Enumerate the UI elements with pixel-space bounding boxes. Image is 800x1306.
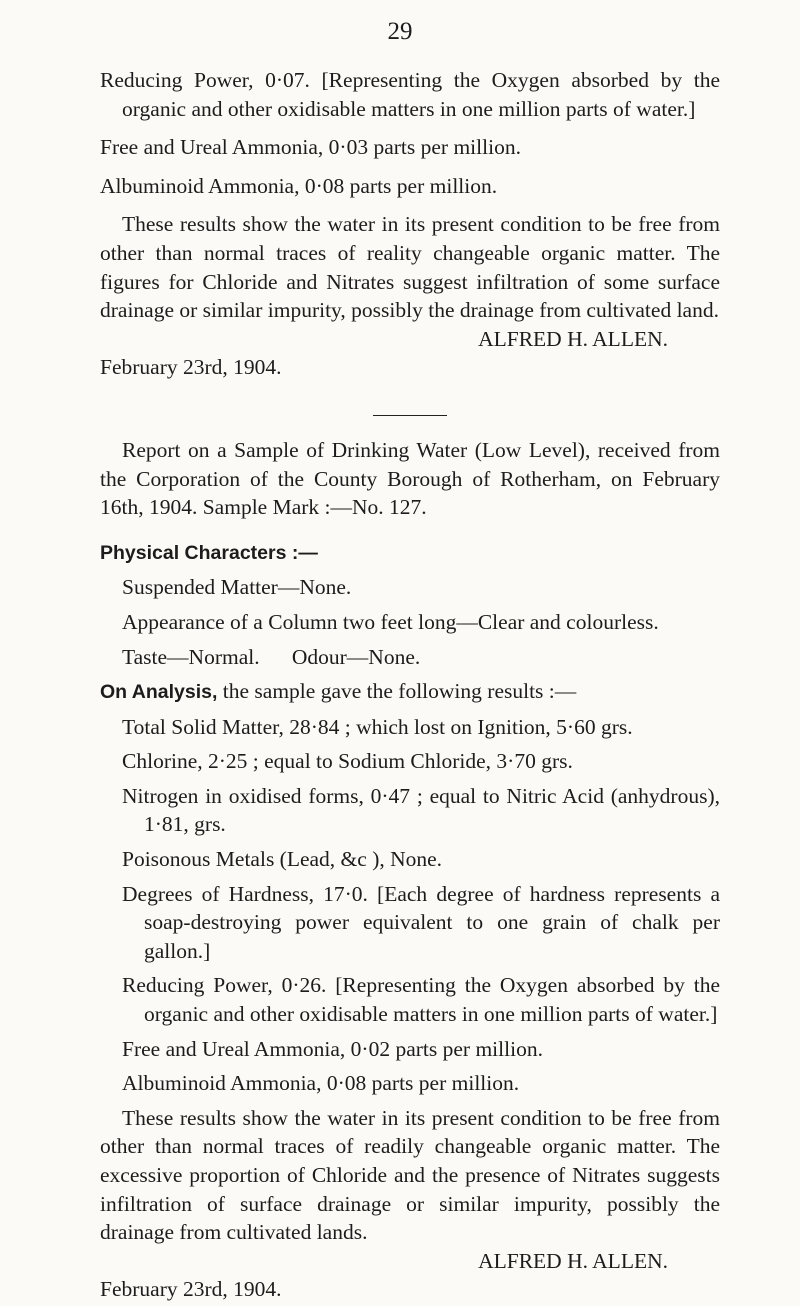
- analysis-heading: [100, 677, 720, 707]
- report-intro: Report on a Sample of Drinking Water (Low Level), received from the Corporation of the County Borough of Rotherham, on February 16th, 1904. Sample Mark :—No. 127.: [100, 437, 720, 520]
- first-date: February 23rd, 1904.: [100, 355, 282, 380]
- taste-odour-line: Taste—Normal. Odour—None.: [122, 644, 421, 669]
- first-signature: ALFRED H. ALLEN.: [478, 326, 668, 351]
- total-solid-line: Total Solid Matter, 28·84 ; which lost on Ignition, 5·60 grs.: [122, 714, 633, 739]
- physical-characters-label: Physical Characters :—: [100, 541, 318, 564]
- second-signature: ALFRED H. ALLEN.: [478, 1248, 668, 1273]
- free-ammonia-line-2: Free and Ureal Ammonia, 0·02 parts per million.: [122, 1036, 543, 1061]
- second-date: February 23rd, 1904.: [100, 1277, 282, 1302]
- reducing-power-line: Reducing Power, 0·07. [Representing the Oxygen absorbed by the organic and other oxidisable matters in one million parts of water.]: [100, 68, 720, 121]
- first-conclusion: These results show the water in its present condition to be free from other than normal traces of reality changeable organic matter. The figures for Chloride and Nitrates suggest infiltration of some surface drainage or similar impurity, possibly the drainage from cultivated land.: [100, 212, 720, 323]
- suspended-matter-line: Suspended Matter—None.: [122, 575, 352, 600]
- analysis-label: On Analysis,: [100, 681, 218, 704]
- reducing-power-line-2: Reducing Power, 0·26. [Representing the Oxygen absorbed by the organic and other oxidisable matters in one million parts of water.]: [122, 973, 720, 1027]
- hardness-line: Degrees of Hardness, 17·0. [Each degree of hardness represents a soap-destroying power equivalent to one grain of chalk per gallon.]: [122, 881, 720, 963]
- appearance-line: Appearance of a Column two feet long—Clear and colourless.: [122, 609, 659, 634]
- albuminoid-ammonia-line: Albuminoid Ammonia, 0·08 parts per million.: [100, 173, 498, 198]
- nitrogen-line: Nitrogen in oxidised forms, 0·47 ; equal to Nitric Acid (anhydrous), 1·81, grs.: [122, 783, 720, 837]
- albuminoid-ammonia-line-2: Albuminoid Ammonia, 0·08 parts per million.: [122, 1071, 520, 1096]
- section-divider: [373, 415, 447, 416]
- chlorine-line: Chlorine, 2·25 ; equal to Sodium Chloride, 3·70 grs.: [122, 749, 573, 774]
- analysis-heading-text: the sample gave the following results :—: [217, 679, 577, 704]
- second-conclusion: These results show the water in its present condition to be free from other than normal traces of readily changeable organic matter. The excessive proportion of Chloride and the presence of Nitrates suggests infiltration of surface drainage or similar impurity, possibly the drainage from cultivated lands.: [100, 1105, 720, 1245]
- free-ammonia-line: Free and Ureal Ammonia, 0·03 parts per million.: [100, 135, 521, 160]
- poisonous-metals-line: Poisonous Metals (Lead, &c ), None.: [122, 847, 443, 872]
- physical-characters-heading: [100, 538, 720, 568]
- page-number: 29: [387, 18, 413, 45]
- page-content: [100, 66, 720, 1304]
